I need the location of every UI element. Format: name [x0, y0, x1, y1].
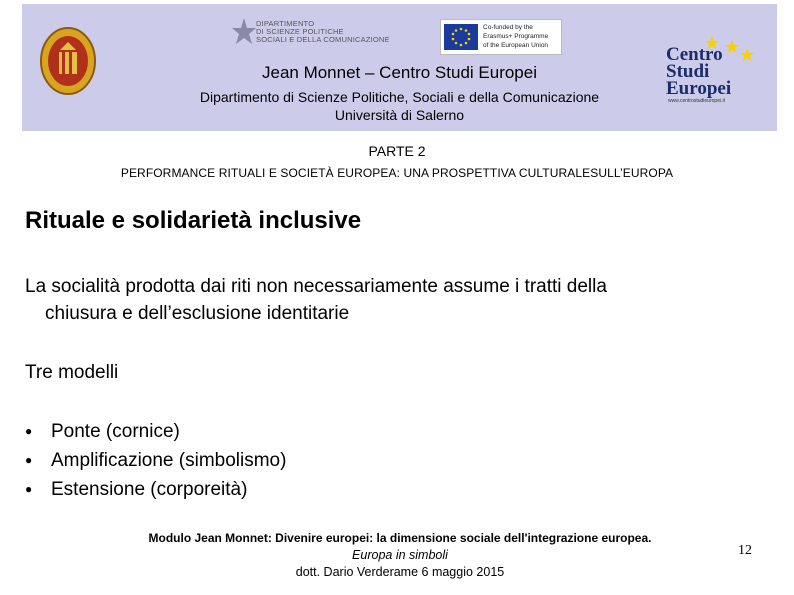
bullet-icon: ●: [25, 424, 33, 438]
slide-footer: [100, 530, 700, 581]
section-label: PARTE 2: [368, 143, 426, 159]
star-icon: [232, 16, 256, 50]
list-item: [25, 475, 286, 504]
list-item-label: Amplificazione (simbolismo): [51, 450, 287, 471]
dept-logo-line: DIPARTIMENTO: [256, 19, 315, 28]
page-number: 12: [738, 543, 752, 558]
header-department: Dipartimento di Scienze Politiche, Sociali e della Comunicazione: [199, 89, 600, 105]
paragraph-line: chiusura e dell’esclusione identitarie: [45, 303, 350, 324]
logo-url: www.centrostudieuropei.it: [668, 98, 725, 104]
header-banner: [22, 4, 777, 131]
body-paragraph: [25, 273, 785, 327]
slide-heading: Rituale e solidarietà inclusive: [25, 207, 362, 234]
erasmus-line: Erasmus+ Programme: [483, 33, 549, 40]
bullet-icon: ●: [25, 482, 33, 496]
section-subtitle: PERFORMANCE RITUALI E SOCIETÀ EUROPEA: UNA PROSPETTIVA CULTURALESULL’EUROPA: [120, 166, 674, 180]
department-logo: [232, 14, 392, 54]
footer-course: Europa in simboli: [352, 548, 448, 562]
footer-author: dott. Dario Verderame 6 maggio 2015: [295, 565, 505, 579]
dept-logo-line: SOCIALI E DELLA COMUNICAZIONE: [256, 35, 390, 44]
header-title: Jean Monnet – Centro Studi Europei: [261, 63, 537, 82]
logo-word: Studi: [666, 61, 710, 82]
models-list: [25, 417, 286, 504]
university-seal-icon: [40, 26, 96, 96]
models-heading: Tre modelli: [25, 362, 119, 383]
list-item-label: Estensione (corporeità): [51, 479, 248, 500]
erasmus-line: Co-funded by the: [483, 24, 533, 31]
list-item: [25, 446, 286, 475]
bullet-icon: ●: [25, 453, 33, 467]
dept-logo-line: DI SCIENZE POLITICHE: [256, 27, 344, 36]
list-item-label: Ponte (cornice): [51, 421, 180, 442]
erasmus-logo: [440, 19, 562, 55]
logo-word: Centro: [666, 44, 723, 65]
erasmus-line: of the European Union: [483, 42, 549, 49]
list-item: [25, 417, 286, 446]
eu-flag-icon: [444, 24, 478, 50]
paragraph-line: La socialità prodotta dai riti non necessariamente assume i tratti della: [25, 276, 607, 297]
header-university: Università di Salerno: [334, 107, 465, 123]
logo-word: Europei: [666, 78, 732, 99]
footer-module: Modulo Jean Monnet: Divenire europei: la dimensione sociale dell'integrazione europea.: [148, 531, 652, 545]
